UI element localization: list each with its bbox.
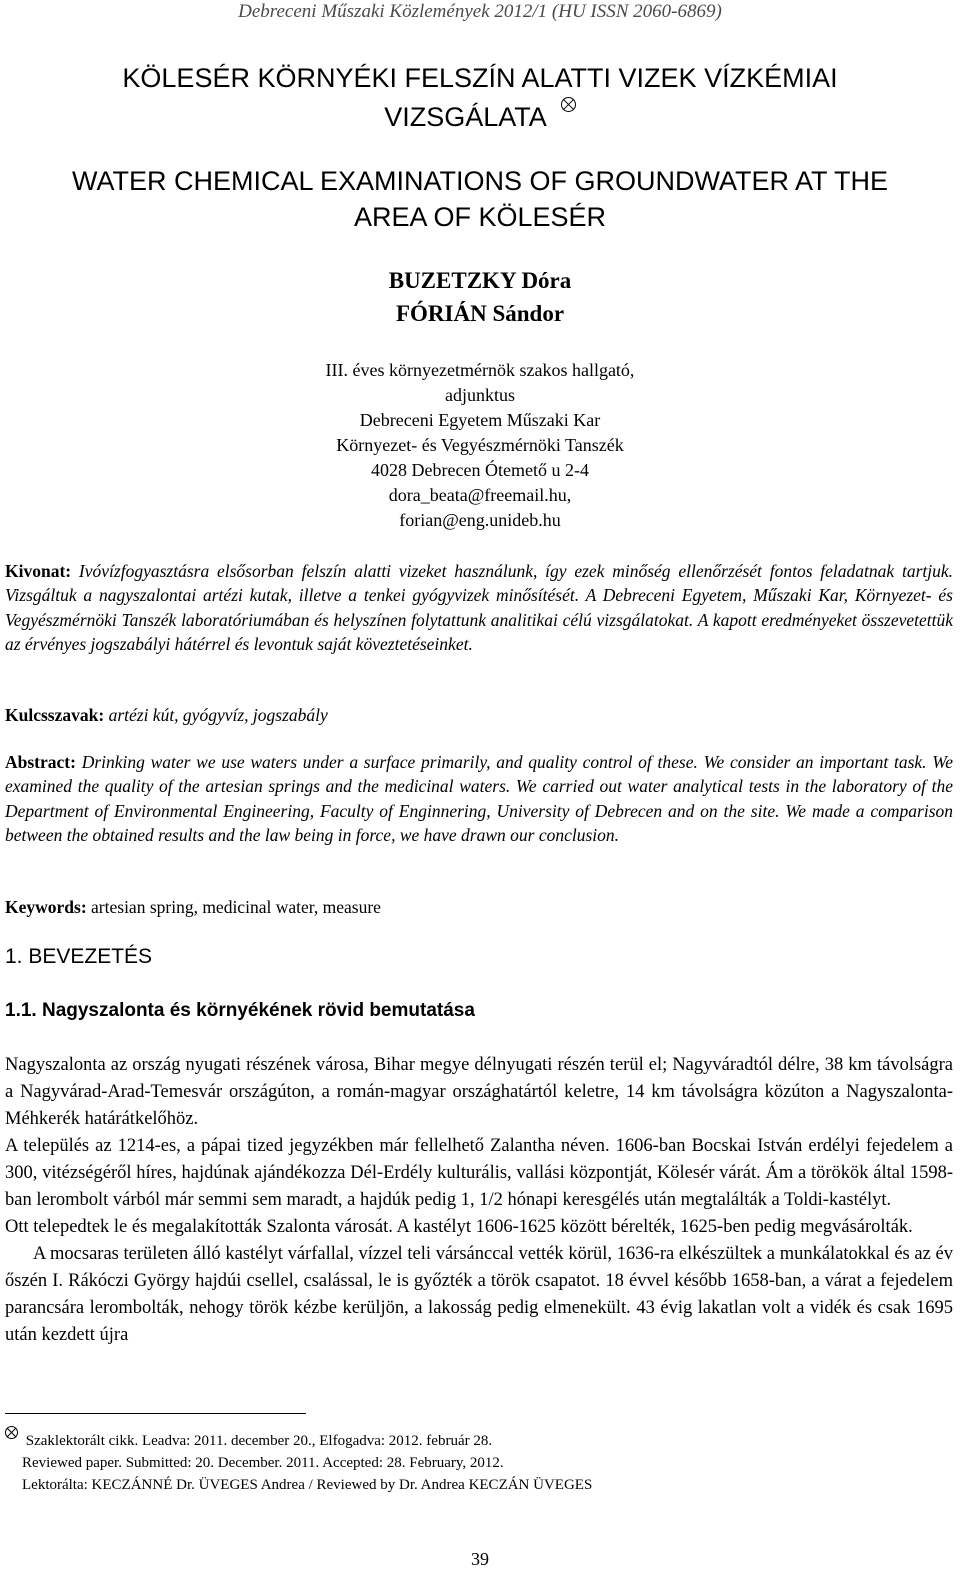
affiliation-line: forian@eng.unideb.hu bbox=[399, 510, 561, 530]
kivonat-paragraph bbox=[5, 559, 953, 656]
title-english bbox=[0, 163, 960, 235]
body-paragraph-2: A település az 1214-es, a pápai tized jegyzékben már fellelhető Zalantha néven. 1606-ban Bocskai István erdélyi fejedelem a 300, vitézségéről híres, hajdúnak ajándékozza Dél-Erdély kulturális, vallási központját, Kölesér várát. Ám a törökök által 1598-ban lerombolt várból már semmi sem maradt, a hajdúk pedig 1, 1/2 hónapi keresgélés után megtalálták a Toldi-kastélyt. bbox=[5, 1136, 953, 1210]
page-number: 39 bbox=[471, 1549, 489, 1569]
body-paragraph-1: Nagyszalonta az ország nyugati részének városa, Bihar megye délnyugati részén terül el; Nagyváradtól délre, 38 km távolságra a Nagyvárad-Arad-Temesvár országúton, a román-magyar országhatártól keletre, 14 km távolságra közúton a Nagyszalonta-Méhkerék határátkelőhöz. bbox=[5, 1055, 953, 1129]
footnote-line-3: Lektorálta: KECZÁNNÉ Dr. ÜVEGES Andrea / Reviewed by Dr. Andrea KECZÁN ÜVEGES bbox=[22, 1477, 593, 1493]
affiliation-line: dora_beata@freemail.hu, bbox=[388, 485, 572, 505]
title-en-line-2: AREA OF KÖLESÉR bbox=[353, 202, 607, 232]
affiliation bbox=[0, 358, 960, 533]
abstract-text: Drinking water we use waters under a surface primarily, and quality control of these. We consider an important task. We examined the quality of the artesian springs and the medicinal waters. We carried out water analytical tests in the laboratory of the Department of Environmental Engineering, Faculty of Enginnering, University of Debrecen and on the site. We made a comparison between the obtained results and the law being in force, we have drawn our conclusion. bbox=[5, 752, 954, 845]
footnote bbox=[5, 1426, 945, 1496]
title-hu-line-1: KÖLESÉR KÖRNYÉKI FELSZÍN ALATTI VIZEK VÍZKÉMIAI bbox=[122, 63, 838, 93]
kulcsszavak-text: artézi kút, gyógyvíz, jogszabály bbox=[108, 705, 328, 725]
affiliation-line: 4028 Debrecen Ótemető u 2-4 bbox=[371, 460, 589, 480]
keywords-label: Keywords: bbox=[5, 897, 87, 917]
title-hungarian bbox=[0, 59, 960, 136]
body-text bbox=[5, 1052, 953, 1349]
author-2: FÓRIÁN Sándor bbox=[395, 301, 565, 326]
kulcsszavak-label: Kulcsszavak: bbox=[5, 705, 105, 725]
affiliation-line: adjunktus bbox=[445, 385, 515, 405]
running-header: Debreceni Műszaki Közlemények 2012/1 (HU ISSN 2060-6869) bbox=[238, 1, 722, 22]
abstract-label: Abstract: bbox=[5, 752, 76, 772]
authors bbox=[0, 264, 960, 330]
title-en-line-1: WATER CHEMICAL EXAMINATIONS OF GROUNDWATER AT THE bbox=[71, 166, 889, 196]
affiliation-line: Debreceni Egyetem Műszaki Kar bbox=[359, 410, 601, 430]
kivonat-label: Kivonat: bbox=[5, 561, 72, 581]
affiliation-line: III. éves környezetmérnök szakos hallgató, bbox=[325, 360, 635, 380]
keywords-text: artesian spring, medicinal water, measure bbox=[91, 897, 381, 917]
keywords-paragraph bbox=[5, 895, 953, 919]
footnote-marker-icon bbox=[5, 1426, 18, 1439]
kulcsszavak-paragraph bbox=[5, 703, 953, 727]
body-paragraph-3: Ott telepedtek le és megalakították Szalonta városát. A kastélyt 1606-1625 között bérelték, 1625-ben pedig megvásárolták. bbox=[5, 1217, 913, 1237]
footnote-divider bbox=[5, 1413, 306, 1414]
section-heading-1: 1. BEVEZETÉS bbox=[5, 945, 153, 968]
footnote-line-2: Reviewed paper. Submitted: 20. December. 2011. Accepted: 28. February, 2012. bbox=[22, 1455, 504, 1471]
footnote-line-1 bbox=[5, 1426, 945, 1452]
title-hu-line-2-text: VIZSGÁLATA bbox=[384, 102, 547, 132]
kivonat-text: Ivóvízfogyasztásra elsősorban felszín alatti vizeket használunk, így ezek minőség ellenőrzését fontos feladatnak tartjuk. Vizsgáltuk a nagyszalontai artézi kutak, illetve a tenkei gyógyvizek minősítését. A Debreceni Egyetem, Műszaki Kar, Környezet- és Vegyészmérnöki Tanszék laboratóriumában és helyszínen folytattunk analitikai célú vizsgálatokat. A kapott eredményeket összevetettük az érvényes jogszabályi hátérrel és levontuk saját köveztetéseinket. bbox=[5, 561, 953, 654]
footnote-text-1: Szaklektorált cikk. Leadva: 2011. december 20., Elfogadva: 2012. február 28. bbox=[25, 1433, 493, 1449]
abstract-paragraph bbox=[5, 750, 953, 847]
title-hu-line-2 bbox=[0, 97, 960, 136]
affiliation-line: Környezet- és Vegyészmérnöki Tanszék bbox=[336, 435, 624, 455]
body-paragraph-4: A mocsaras területen álló kastélyt várfallal, vízzel teli vársánccal vették körül, 1636-ra elkészültek a munkálatokkal és az év őszén I. Rákóczi György hajdúi csellel, csalással, le is győzték a török csapatot. 18 évvel később 1658-ban, a várat a fejedelem parancsára lerombolták, nehogy török kézbe kerüljön, a lakosság pedig elmenekült. 43 évig lakatlan volt a vidék és csak 1695 után kezdett újra bbox=[5, 1244, 953, 1345]
section-heading-1-1: 1.1. Nagyszalonta és környékének rövid bemutatása bbox=[5, 1000, 475, 1021]
author-1: BUZETZKY Dóra bbox=[388, 268, 572, 293]
footnote-marker-icon bbox=[561, 97, 576, 112]
